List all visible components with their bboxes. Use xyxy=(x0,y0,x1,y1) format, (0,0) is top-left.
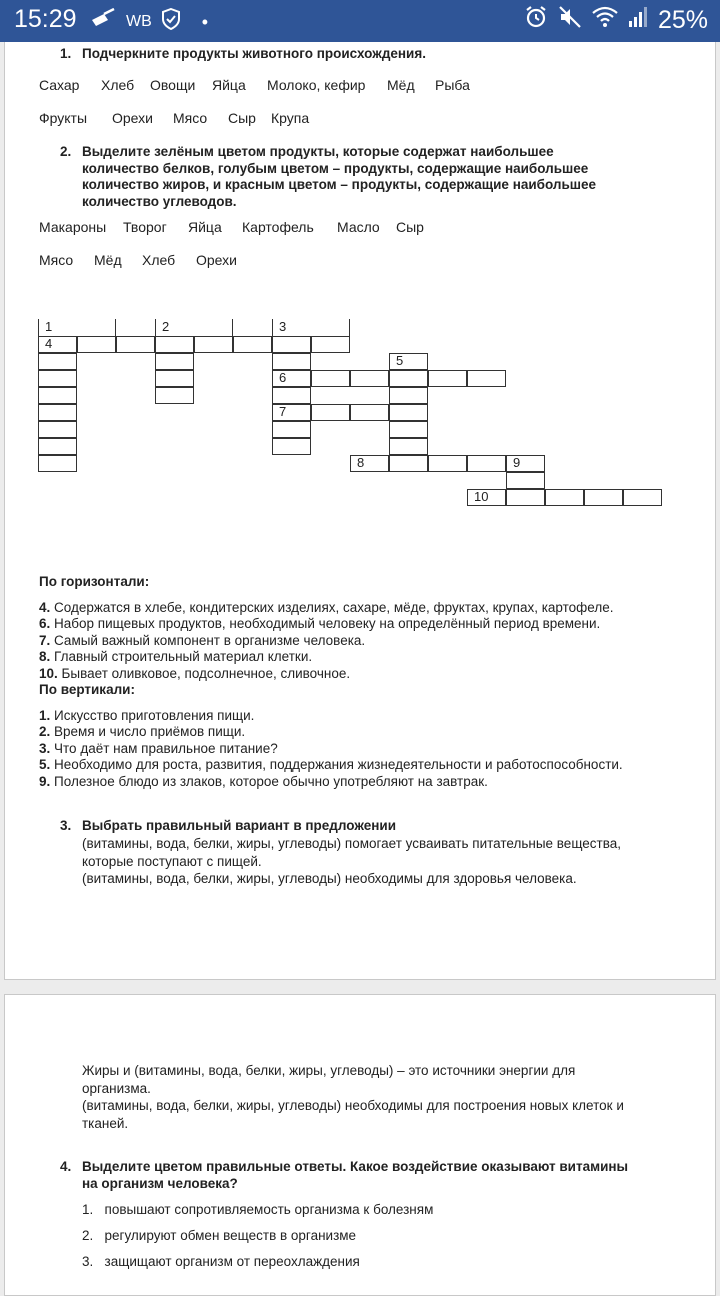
vertical-heading: По вертикали: xyxy=(39,682,135,697)
crossword-cell xyxy=(38,438,77,455)
q1-row2 xyxy=(39,110,309,126)
q4-title xyxy=(82,1159,628,1192)
q2-row2 xyxy=(39,252,237,268)
document-page-1 xyxy=(4,42,716,980)
clue-text: Искусство приготовления пищи. xyxy=(54,707,255,723)
word: Сыр xyxy=(396,219,424,235)
option-number: 2. xyxy=(82,1228,94,1243)
option-number: 1. xyxy=(82,1202,94,1217)
crossword-cell xyxy=(38,353,77,370)
crossword-cell xyxy=(272,438,311,455)
clue-item xyxy=(39,600,623,617)
crossword-number: 4 xyxy=(45,336,53,351)
crossword-cell xyxy=(350,370,389,387)
q1-row1 xyxy=(39,77,470,93)
word: Сахар xyxy=(39,77,80,93)
status-right-icons xyxy=(524,5,708,36)
clue-item xyxy=(39,708,623,725)
crossword-cell xyxy=(584,489,623,506)
option-item xyxy=(82,1228,356,1243)
q2-title-line: количество углеводов. xyxy=(82,193,237,209)
crossword-cell xyxy=(389,421,428,438)
crossword-cell xyxy=(272,421,311,438)
crossword-number: 3 xyxy=(279,319,287,334)
crossword-cell xyxy=(623,489,662,506)
option-item xyxy=(82,1202,433,1217)
status-bar xyxy=(0,0,720,42)
clue-text: Бывает оливковое, подсолнечное, сливочное. xyxy=(61,665,351,681)
crossword-number: 2 xyxy=(162,319,170,334)
clue-item xyxy=(39,757,623,774)
crossword-number: 7 xyxy=(279,404,287,419)
crossword-cell xyxy=(194,336,233,353)
q2-title xyxy=(82,144,596,210)
crossword-cell xyxy=(389,404,428,421)
clues-block xyxy=(39,574,623,790)
word: Орехи xyxy=(196,252,237,268)
clue-text: Полезное блюдо из злаков, которое обычно употребляют на завтрак. xyxy=(54,773,488,789)
crossword-number: 1 xyxy=(45,319,53,334)
crossword-cell xyxy=(506,489,545,506)
crossword-cell xyxy=(272,387,311,404)
word: Яйца xyxy=(212,77,246,93)
q1-title: Подчеркните продукты животного происхождения. xyxy=(82,46,426,61)
q3-line: (витамины, вода, белки, жиры, углеводы) необходимы для здоровья человека. xyxy=(82,871,577,886)
clue-number: 9. xyxy=(39,773,51,789)
word: Творог xyxy=(123,219,167,235)
crossword-cell xyxy=(389,438,428,455)
horizontal-heading: По горизонтали: xyxy=(39,574,150,589)
status-time: 15:29 xyxy=(14,5,77,33)
clue-number: 6. xyxy=(39,616,51,631)
carrier-label: WB xyxy=(126,13,152,30)
option-number: 3. xyxy=(82,1254,94,1269)
option-text: защищают организм от переохлаждения xyxy=(104,1254,360,1269)
clue-item xyxy=(39,666,623,683)
crossword-cell xyxy=(155,387,194,404)
q3-line: Жиры и (витамины, вода, белки, жиры, углеводы) – это источники энергии для xyxy=(82,1063,576,1078)
crossword-cell xyxy=(38,404,77,421)
crossword-cell xyxy=(272,404,311,421)
crossword-cell xyxy=(389,353,428,370)
word: Мёд xyxy=(387,77,415,93)
crossword-cell xyxy=(467,455,506,472)
clue-number: 7. xyxy=(39,632,51,648)
clue-number: 4. xyxy=(39,599,51,615)
wifi-icon xyxy=(592,6,618,35)
q2-number: 2. xyxy=(60,144,72,159)
clue-text: Самый важный компонент в организме человека. xyxy=(54,632,366,648)
clue-item xyxy=(39,774,623,791)
word: Крупа xyxy=(271,110,310,126)
mute-icon xyxy=(558,5,582,36)
word: Хлеб xyxy=(142,252,176,268)
clue-item xyxy=(39,633,623,650)
crossword-cell xyxy=(77,336,116,353)
word: Макароны xyxy=(39,219,107,235)
crossword-cell xyxy=(38,421,77,438)
word: Масло xyxy=(337,219,380,235)
q3-line: организма. xyxy=(82,1080,151,1096)
clue-text: Набор пищевых продуктов, необходимый человеку на определённый период времени. xyxy=(54,616,601,631)
q4-number: 4. xyxy=(60,1159,72,1174)
crossword-number: 5 xyxy=(396,353,404,368)
word: Яйца xyxy=(188,219,222,235)
option-text: регулируют обмен веществ в организме xyxy=(104,1228,357,1243)
broom-icon xyxy=(90,8,116,36)
crossword-cell xyxy=(545,489,584,506)
q1-number: 1. xyxy=(60,46,72,61)
clue-item xyxy=(39,724,623,741)
crossword-cell xyxy=(506,455,545,472)
crossword-cell xyxy=(272,336,311,353)
crossword-number: 6 xyxy=(279,370,287,385)
word: Фрукты xyxy=(39,110,88,126)
crossword-number: 9 xyxy=(513,455,521,470)
shield-icon xyxy=(162,8,180,36)
crossword-cell xyxy=(38,336,77,353)
clue-number: 5. xyxy=(39,757,51,772)
clue-number: 2. xyxy=(39,724,51,739)
crossword-cell xyxy=(311,336,350,353)
clue-number: 3. xyxy=(39,740,51,756)
q2-title-line: количество жиров, и красным цветом – продукты, содержащие наибольшее xyxy=(82,177,597,192)
q2-title-line: количество белков, голубым цветом – продукты, содержащие наибольшее xyxy=(82,160,589,176)
word: Мясо xyxy=(173,110,208,126)
clue-number: 10. xyxy=(39,665,58,681)
crossword-cell xyxy=(311,404,350,421)
crossword-number: 8 xyxy=(357,455,365,470)
word: Картофель xyxy=(242,219,314,235)
crossword-cell xyxy=(350,404,389,421)
crossword-cell xyxy=(116,336,155,353)
clue-text: Главный строительный материал клетки. xyxy=(54,649,313,664)
crossword-cell xyxy=(38,387,77,404)
word: Орехи xyxy=(112,110,153,126)
crossword-cell xyxy=(155,336,194,353)
clue-text: Время и число приёмов пищи. xyxy=(54,724,246,739)
crossword-cell xyxy=(155,370,194,387)
signal-icon xyxy=(628,6,648,35)
crossword-cell xyxy=(506,472,545,489)
crossword-cell xyxy=(155,353,194,370)
option-text: повышают сопротивляемость организма к болезням xyxy=(104,1202,434,1217)
dot-icon: • xyxy=(201,11,209,32)
q3-sentences-continued xyxy=(82,1062,624,1132)
q3-line: (витамины, вода, белки, жиры, углеводы) помогает усваивать питательные вещества, xyxy=(82,836,621,851)
crossword-number: 10 xyxy=(474,489,489,504)
word: Овощи xyxy=(150,77,196,93)
q2-title-line: Выделите зелёным цветом продукты, которые содержат наибольшее xyxy=(82,144,554,159)
clue-item xyxy=(39,649,623,666)
crossword-cell xyxy=(272,370,311,387)
q2-row1 xyxy=(39,219,424,235)
document-page-2 xyxy=(4,994,716,1296)
status-left-icons xyxy=(90,8,208,36)
word: Молоко, кефир xyxy=(267,77,366,93)
crossword-cell xyxy=(389,455,428,472)
word: Рыба xyxy=(435,77,470,93)
option-item xyxy=(82,1254,360,1269)
clue-number: 8. xyxy=(39,649,51,664)
crossword-cell xyxy=(350,455,389,472)
word: Сыр xyxy=(228,110,256,126)
q3-number: 3. xyxy=(60,818,72,833)
crossword-cell xyxy=(389,387,428,404)
crossword-cell xyxy=(467,370,506,387)
crossword-cell xyxy=(428,455,467,472)
crossword-cell xyxy=(38,455,77,472)
q3-sentences xyxy=(82,835,621,888)
crossword-cell xyxy=(38,370,77,387)
crossword-cell xyxy=(311,370,350,387)
clue-text: Содержатся в хлебе, кондитерских изделиях, сахаре, мёде, фруктах, крупах, картофеле. xyxy=(54,599,614,615)
q3-title: Выбрать правильный вариант в предложении xyxy=(82,818,396,833)
word: Мясо xyxy=(39,252,74,268)
crossword-cell xyxy=(233,336,272,353)
clue-item xyxy=(39,616,623,633)
word: Хлеб xyxy=(101,77,135,93)
crossword-cell xyxy=(389,370,428,387)
clue-item xyxy=(39,741,623,758)
alarm-icon xyxy=(524,5,548,36)
clue-text: Необходимо для роста, развития, поддержания жизнедеятельности и работоспособности. xyxy=(54,757,623,772)
q3-line: (витамины, вода, белки, жиры, углеводы) необходимы для построения новых клеток и xyxy=(82,1098,624,1113)
crossword-cell xyxy=(428,370,467,387)
battery-level: 25% xyxy=(657,6,708,34)
clue-text: Что даёт нам правильное питание? xyxy=(54,740,278,756)
q4-title-line: Выделите цветом правильные ответы. Какое воздействие оказывают витамины xyxy=(82,1159,629,1174)
clue-number: 1. xyxy=(39,707,51,723)
word: Мёд xyxy=(94,252,122,268)
crossword-cell xyxy=(272,353,311,370)
q4-title-line: на организм человека? xyxy=(82,1175,238,1191)
q3-line: тканей. xyxy=(82,1115,129,1131)
q3-line: которые поступают с пищей. xyxy=(82,853,262,869)
